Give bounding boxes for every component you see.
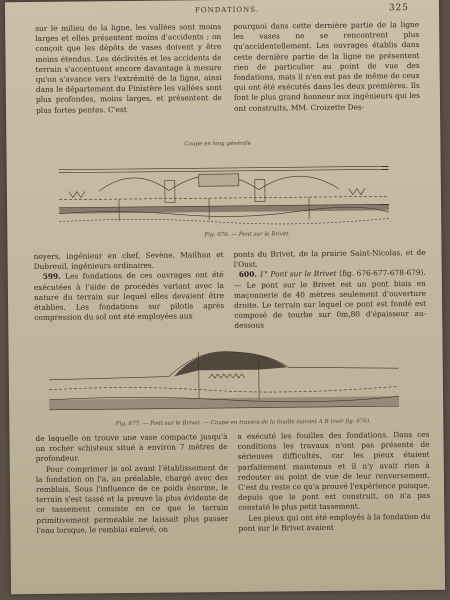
- column-left-top: [35, 22, 222, 146]
- paragraph: (fig. 676-677-678-679). — Le pont sur le Brivet est un pont biais en maçonnerie de 40 mètres seulement d'ouverture droite. Le terrain sur lequel ce pont est fondé est composé de tourbe sur 0m,80 d'épaisseur au-dessous: [233, 268, 427, 331]
- paragraph: Pour comprimer le sol avant l'établissement de la fondation on l'a, au préalable, chargé avec des remblais. Sous l'influence de ce poids énorme, le terrain s'est tassé et la preuve la plus évidente de ce tassement consiste en ce que le terrain primitivement permeable ne laissait plus passer l'eau lorsque, le remblai enlevé, on: [35, 462, 229, 535]
- paragraph: noyers, ingénieur en chef, Sevène, Mailhan et Dubreuil, ingénieurs ordinaires.: [33, 250, 224, 272]
- paragraph: de laquelle on trouve une vase compacte jusqu'à un rocher schisteux situé à environ 7 mètres de profondeur.: [35, 431, 228, 464]
- section-heading: 1° Pont sur le Brivet: [259, 269, 337, 280]
- figure-677-excavation-section: [48, 336, 399, 418]
- section-number: 600.: [238, 270, 257, 280]
- page-number: 325: [388, 3, 410, 14]
- page-header: [45, 4, 409, 22]
- running-title: FONDATIONS.: [194, 5, 260, 15]
- column-right-bottom: [237, 430, 430, 554]
- paragraph: ponts du Brivet, de la prairie Saint-Nicolas, et de l'Oust.: [233, 247, 426, 270]
- paragraph: Les fondations de ces ouvrages ont été exécutées à l'aide de procédés variant avec la nature du terrain sur lequel elles devaient être établies. Les fondations sur pilotis après compression du sol ont été employées aux: [33, 270, 225, 323]
- book-page: [5, 0, 445, 594]
- section-number: 599.: [42, 272, 61, 282]
- column-left-bottom: [35, 432, 228, 556]
- figure-676-label: Coupe en long générale: [184, 140, 251, 148]
- figure-676-bridge-section: [58, 148, 389, 227]
- column-right-middle: [234, 248, 427, 342]
- figure-676-caption: Fig. 676. — Pont sur le Brivet.: [204, 231, 291, 239]
- paragraph: a exécuté les fouilles des fondations. Dans ces conditions les travaux n'ont pas présenté de sérieuses difficultés, car les pieux étaient parfaitement maintenus et il n'y avait rien à redouter au point de vue de leur renversement. C'est du reste ce qu'a prouvé l'expérience puisque, depuis que le pont est construit, on n'a pas constaté le plus petit tassement.: [237, 429, 431, 513]
- paragraph: Les pieux qui ont été employés à la fondation du pont sur le Brivet avaient: [238, 511, 431, 533]
- paragraph: sur le milieu de la ligne, les vallées sont moins larges et elles présentent moins d'accidents ; on conçoit que les dépôts de vases doivent y être moins étendus. Les déclivités et les accidents de terrain s'accentuent encore davantage à mesure qu'on s'avance vers l'extrémité de la ligne, ainsi dans le département du Finistère les vallées sont plus profondes, moins larges, et présentent de plus fortes pentes. C'est: [35, 22, 222, 115]
- figure-677-caption: Fig. 677. — Pont sur le Brivet. — Coupe en travers de la fouille suivant A B (voir fig. 676).: [115, 418, 371, 428]
- column-left-middle: [34, 250, 225, 344]
- column-right-top: [233, 20, 420, 144]
- paragraph: pourquoi dans cette dernière partie de la ligne les vases ne se rencontrent plus qu'accidentellement. Les ouvrages établis dans cette dernière partie de la ligne ne présentent rien de particulier au point de vue des fondations, mais il n'en est pas de même de ceux qui ont été exécutés dans les deux premières. Ils font le plus grand honneur aux ingénieurs qui les ont construits, MM. Croizette Des-: [233, 19, 420, 113]
